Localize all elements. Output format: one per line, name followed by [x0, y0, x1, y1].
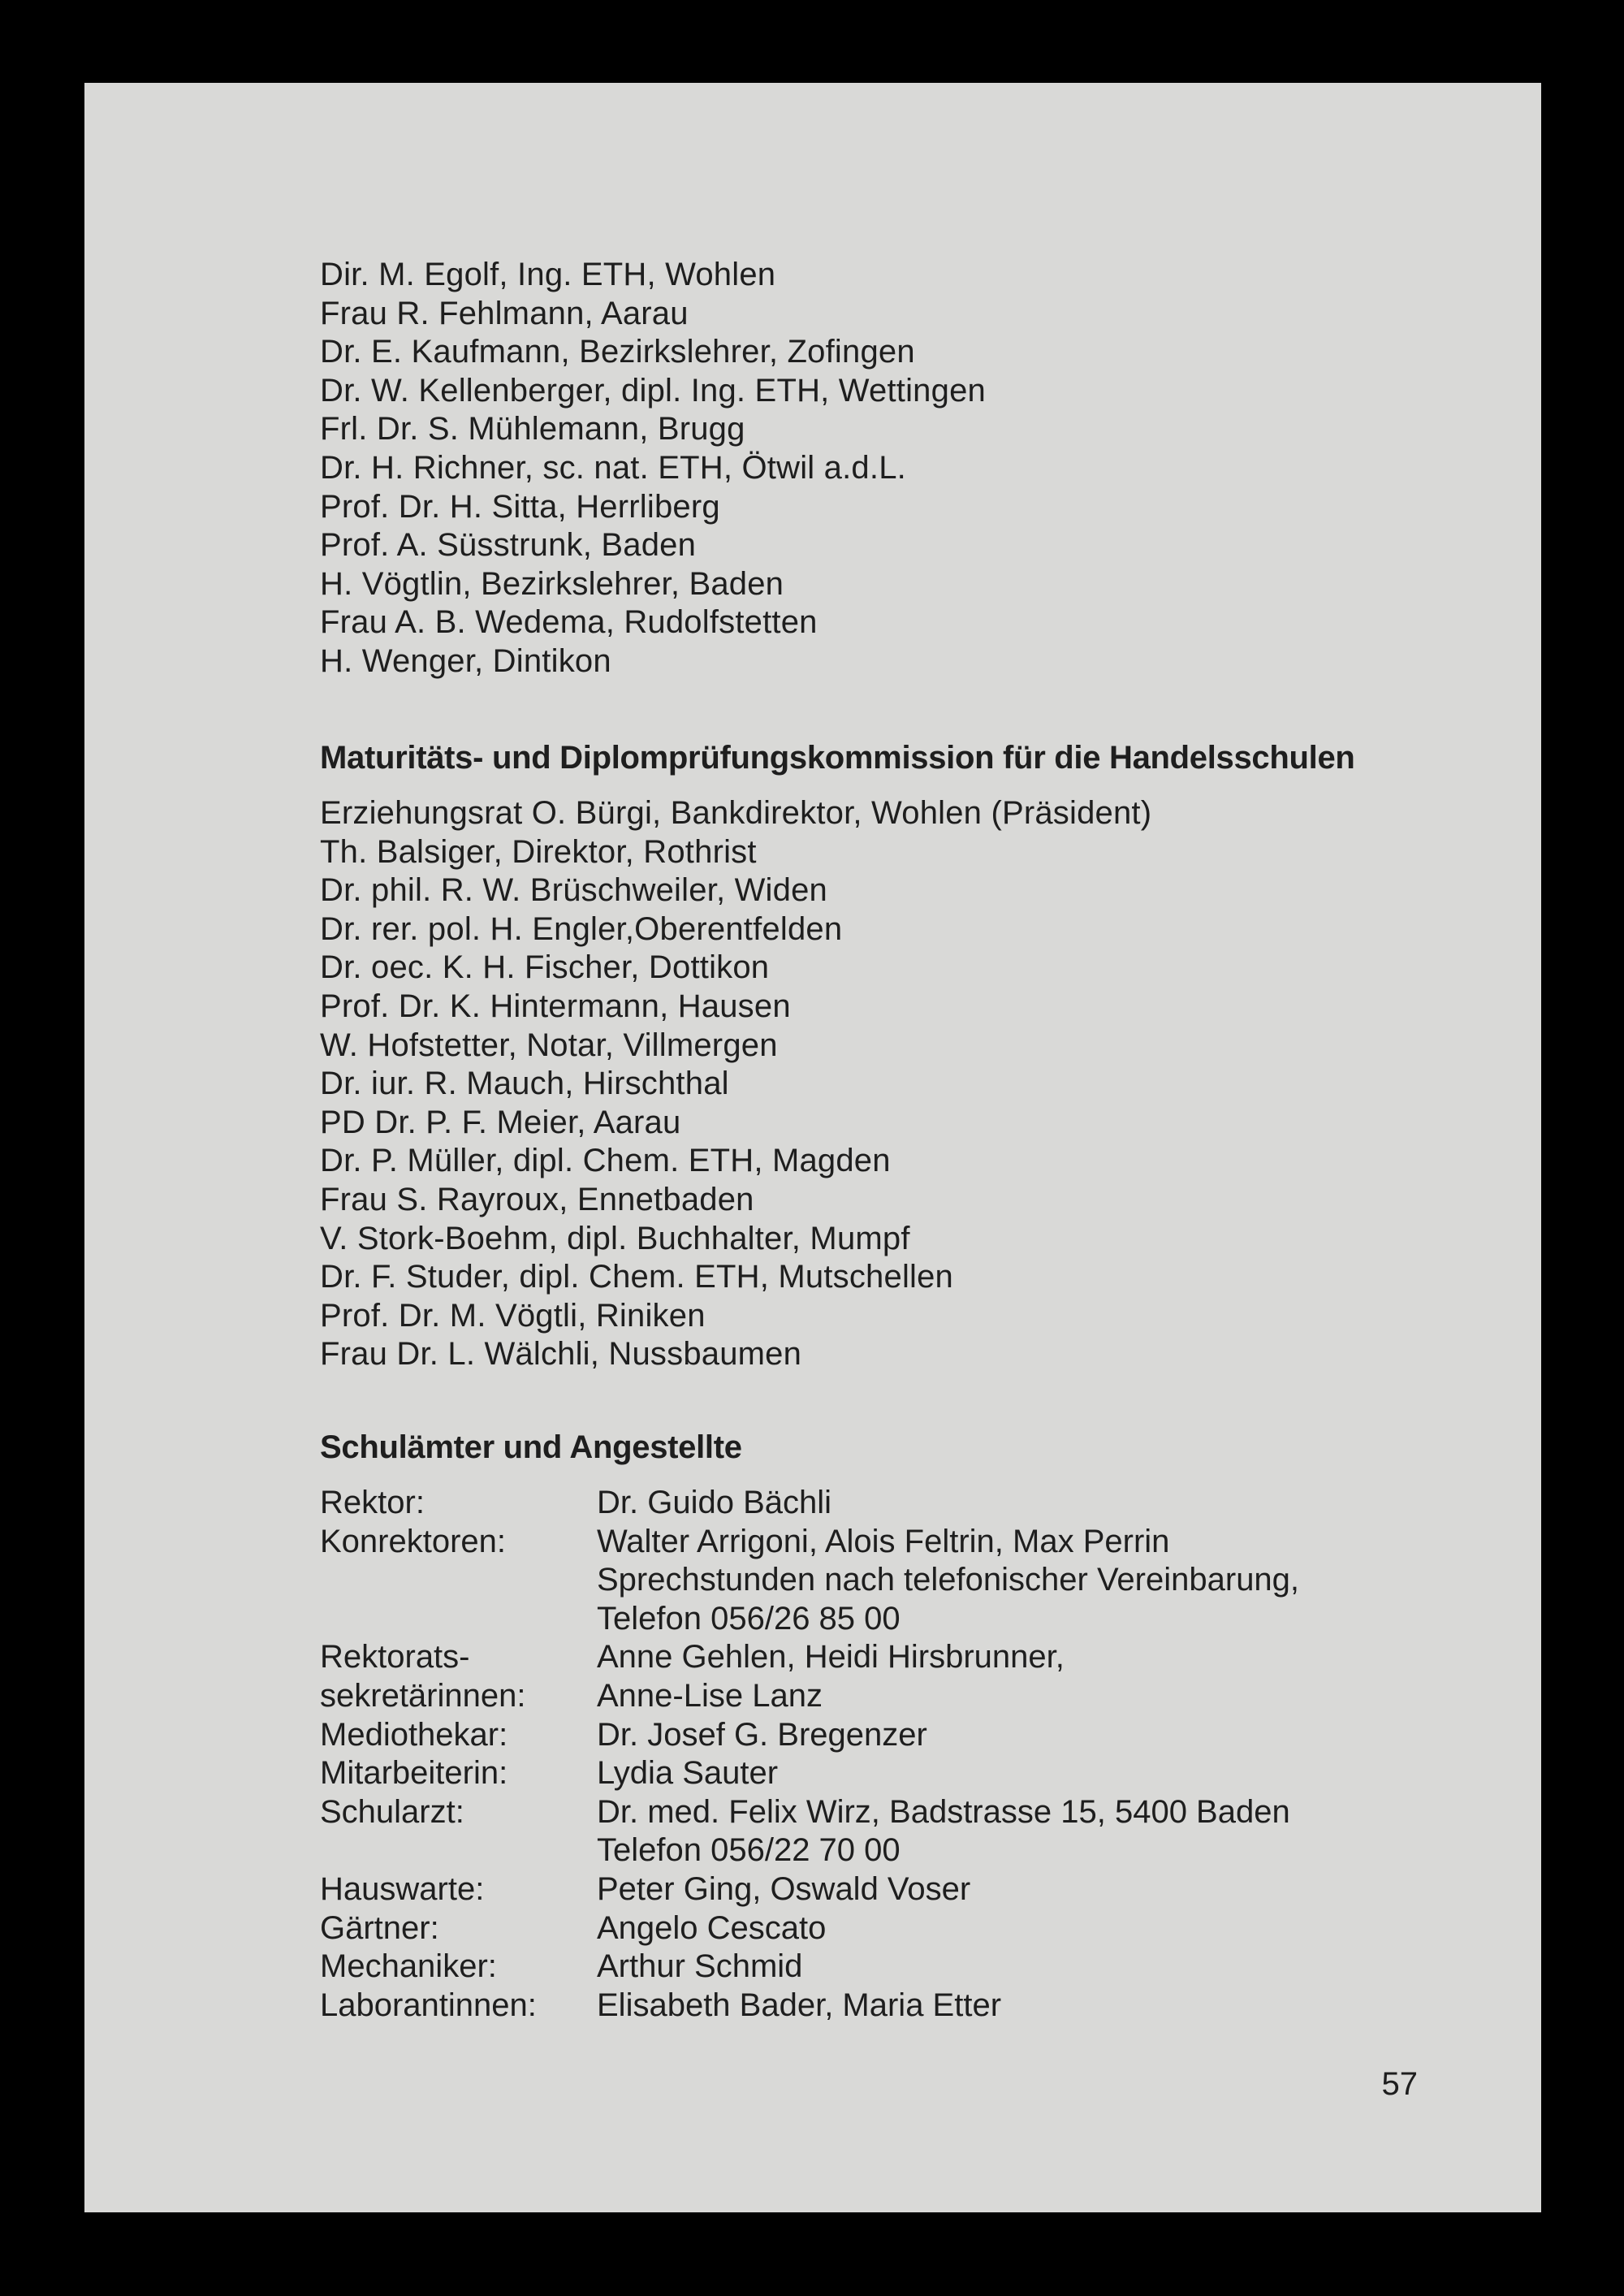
staff-role — [320, 1831, 597, 1870]
staff-names: Arthur Schmid — [597, 1948, 803, 1985]
staff-role: Mechaniker: — [320, 1948, 497, 1985]
member-line: Frau R. Fehlmann, Aarau — [320, 295, 689, 331]
member-line: Dr. W. Kellenberger, dipl. Ing. ETH, Wettingen — [320, 372, 986, 409]
staff-names: Walter Arrigoni, Alois Feltrin, Max Perrin — [597, 1523, 1170, 1559]
member-line: Frau A. B. Wedema, Rudolfstetten — [320, 604, 818, 641]
member-line: Prof. Dr. H. Sitta, Herrliberg — [320, 488, 720, 525]
staff-names: Lydia Sauter — [597, 1755, 779, 1792]
staff-role: Hauswarte: — [320, 1870, 485, 1907]
staff-names: Elisabeth Bader, Maria Etter — [597, 1987, 1002, 2023]
staff-role — [320, 1561, 597, 1600]
member-line: Prof. Dr. M. Vögtli, Riniken — [320, 1297, 706, 1334]
staff-row — [320, 1987, 1505, 2026]
staff-role: Mitarbeiterin: — [320, 1755, 508, 1792]
member-line: Frl. Dr. S. Mühlemann, Brugg — [320, 411, 745, 448]
staff-role: Rektor: — [320, 1485, 425, 1520]
staff-role: Rektorats- — [320, 1639, 470, 1676]
staff-row — [320, 1870, 1505, 1909]
staff-row — [320, 1716, 1505, 1755]
staff-row — [320, 1677, 1505, 1716]
staff-role — [320, 1600, 597, 1639]
member-line: Prof. A. Süsstrunk, Baden — [320, 527, 697, 564]
member-line: Dir. M. Egolf, Ing. ETH, Wohlen — [320, 257, 776, 292]
member-line: Th. Balsiger, Direktor, Rothrist — [320, 833, 757, 870]
staff-role: Konrektoren: — [320, 1523, 507, 1559]
handelsschulen-heading: Maturitäts- und Diplomprüfungskommission für die Handelsschulen — [320, 740, 1355, 776]
staff-row — [320, 1523, 1505, 1562]
member-line: Erziehungsrat O. Bürgi, Bankdirektor, Wohlen (Präsident) — [320, 795, 1152, 831]
staff-row — [320, 1484, 1505, 1523]
member-line: Dr. P. Müller, dipl. Chem. ETH, Magden — [320, 1143, 891, 1179]
document-page — [84, 83, 1541, 2212]
member-line: Dr. oec. K. H. Fischer, Dottikon — [320, 949, 770, 986]
member-line: Dr. E. Kaufmann, Bezirkslehrer, Zofingen — [320, 334, 915, 370]
staff-row — [320, 1831, 1505, 1870]
staff-row — [320, 1948, 1505, 1987]
schulaemter-table — [320, 1484, 1505, 2025]
member-line: Dr. phil. R. W. Brüschweiler, Widen — [320, 872, 827, 909]
staff-names: Telefon 056/26 85 00 — [597, 1600, 901, 1637]
member-line: PD Dr. P. F. Meier, Aarau — [320, 1104, 681, 1140]
staff-row — [320, 1561, 1505, 1600]
page-number: 57 — [1381, 2066, 1418, 2102]
staff-role: sekretärinnen: — [320, 1677, 526, 1714]
handelsschulen-member-list — [320, 794, 1505, 1374]
staff-names: Dr. Josef G. Bregenzer — [597, 1716, 927, 1753]
staff-role: Schularzt: — [320, 1793, 464, 1830]
staff-names: Dr. med. Felix Wirz, Badstrasse 15, 5400 Baden — [597, 1793, 1290, 1830]
commission-member-list — [320, 256, 1505, 681]
member-line: V. Stork-Boehm, dipl. Buchhalter, Mumpf — [320, 1220, 910, 1256]
staff-names: Peter Ging, Oswald Voser — [597, 1870, 971, 1907]
staff-row — [320, 1793, 1505, 1832]
member-line: Dr. F. Studer, dipl. Chem. ETH, Mutschellen — [320, 1259, 954, 1295]
staff-names: Angelo Cescato — [597, 1909, 827, 1946]
staff-names: Telefon 056/22 70 00 — [597, 1832, 901, 1869]
schulaemter-heading: Schulämter und Angestellte — [320, 1429, 742, 1465]
staff-names: Sprechstunden nach telefonischer Vereinbarung, — [597, 1562, 1300, 1598]
staff-role: Gärtner: — [320, 1909, 439, 1946]
staff-names: Dr. Guido Bächli — [597, 1485, 832, 1520]
staff-row — [320, 1909, 1505, 1948]
member-line: H. Vögtlin, Bezirkslehrer, Baden — [320, 565, 784, 602]
staff-names: Anne Gehlen, Heidi Hirsbrunner, — [597, 1639, 1065, 1676]
staff-role: Mediothekar: — [320, 1716, 508, 1753]
member-line: Frau Dr. L. Wälchli, Nussbaumen — [320, 1336, 802, 1373]
member-line: Dr. H. Richner, sc. nat. ETH, Ötwil a.d.L. — [320, 449, 906, 486]
member-line: W. Hofstetter, Notar, Villmergen — [320, 1027, 778, 1063]
member-line: H. Wenger, Dintikon — [320, 642, 611, 679]
staff-names: Anne-Lise Lanz — [597, 1677, 823, 1714]
staff-row — [320, 1600, 1505, 1639]
member-line: Frau S. Rayroux, Ennetbaden — [320, 1181, 754, 1217]
member-line: Prof. Dr. K. Hintermann, Hausen — [320, 988, 791, 1024]
staff-row — [320, 1638, 1505, 1677]
staff-row — [320, 1754, 1505, 1793]
member-line: Dr. rer. pol. H. Engler,Oberentfelden — [320, 910, 843, 947]
staff-role: Laborantinnen: — [320, 1987, 537, 2023]
member-line: Dr. iur. R. Mauch, Hirschthal — [320, 1066, 729, 1102]
